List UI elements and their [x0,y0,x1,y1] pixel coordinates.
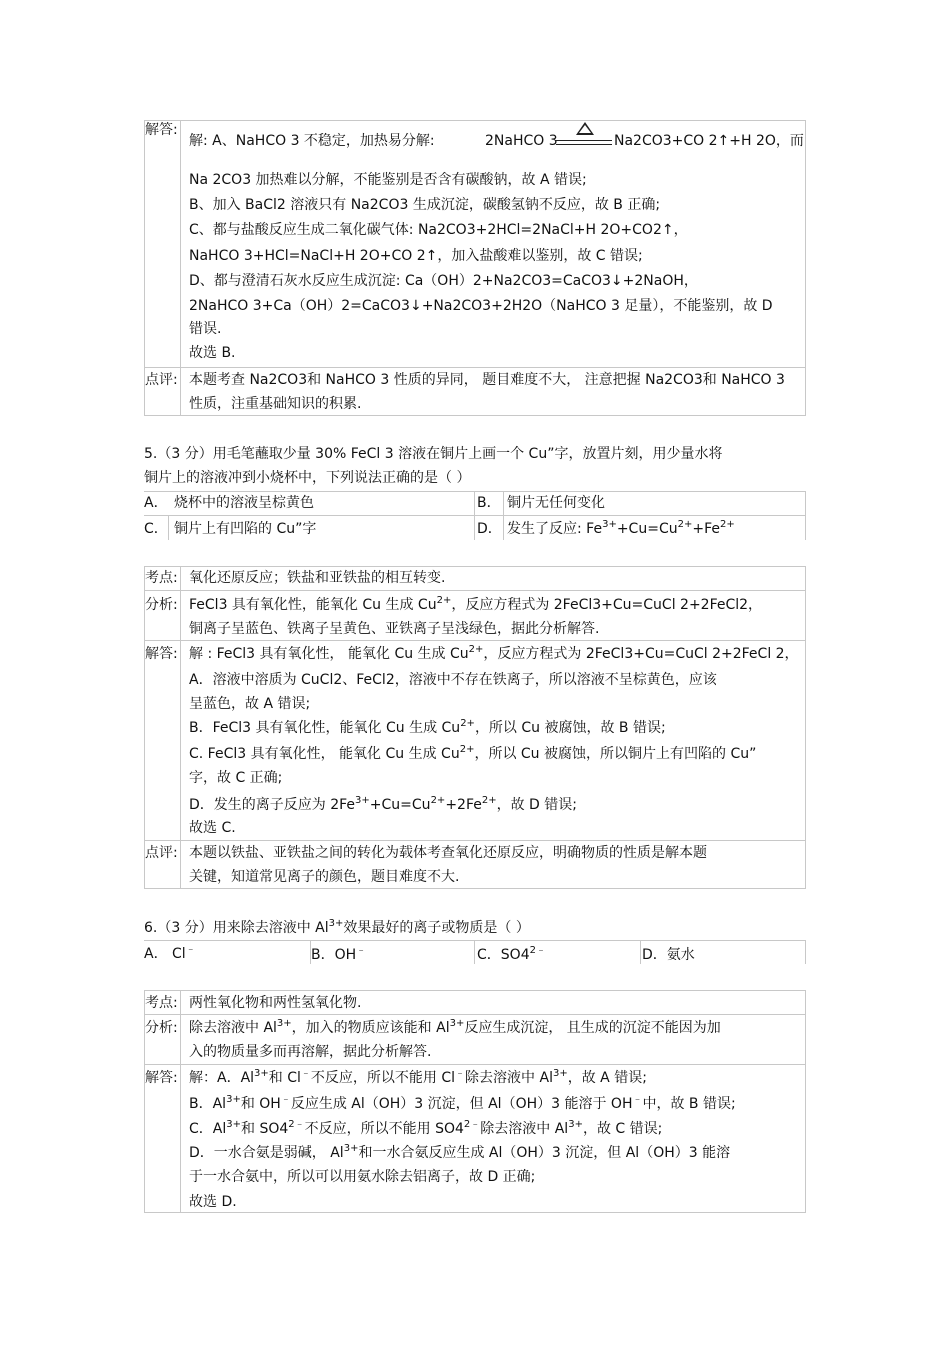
q6-answer-line-6: 故选 D. [189,1194,237,1210]
q6-options-vdiv-2 [474,940,475,964]
q5-stem-line-1: 5.（3 分）用毛笔蘸取少量 30% FeCl 3 溶液在铜片上画一个 Cu”字，放置片刻，用少量水将 [144,446,723,462]
q5-options-vdiv-2 [503,491,504,540]
q5-option-a-key: A． [144,495,168,511]
q5-option-c: 铜片上有凹陷的 Cu”字 [174,521,317,537]
q5-option-b-key: B． [477,495,501,511]
q4-answer-label: 解答: [145,122,178,138]
q6-stem: 6.（3 分）用来除去溶液中 $Al^{3+}$效果最好的离子或物质是（ ） [144,918,530,936]
q6-answer-label: 解答: [145,1070,178,1086]
q5-answer-line-3: 呈蓝色，故 A 错误; [189,696,311,712]
q5-options-top [144,491,806,492]
q6-answer-line-5: 于一水合氨中，所以可以用氨水除去铝离子，故 D 正确; [189,1169,536,1185]
q5-point-label: 考点: [145,570,178,586]
q5-answer-line-4: B．FeCl3 具有氧化性，能氧化 Cu 生成 $Cu^{2+}$，所以 Cu 被腐蚀，故 B 错误; [189,718,666,736]
q4-comment-line-1: 本题考查 Na2CO3和 NaHCO 3 性质的异同， 题目难度不大， 注意把握 Na2CO3和 NaHCO 3 [189,372,785,388]
q6-options-top [144,940,806,941]
q6-point: 两性氧化物和两性氢氧化物. [189,995,362,1011]
q5-analysis-line-2: 铜离子呈蓝色、铁离子呈黄色、亚铁离子呈浅绿色，据此分析解答. [189,621,600,637]
q6-option-a: A． Cl﹣ [144,944,196,962]
q5-sep-3 [144,840,806,841]
q5-sep-2 [144,640,806,641]
q5-comment-line-1: 本题以铁盐、亚铁盐之间的转化为载体考查氧化还原反应，明确物质的性质是解本题 [189,845,707,861]
q5-options-mid [144,515,806,516]
q4-answer-line-2: Na 2CO3 加热难以分解，不能鉴别是否含有碳酸钠，故 A 错误; [189,172,587,188]
q4-answer-line-7: 2NaHCO 3+Ca（OH）2=CaCO3↓+Na2CO3+2H2O（NaHCO 3 足量），不能鉴别，故 D [189,298,773,314]
q5-answer-line-5: C. FeCl3 具有氧化性， 能氧化 Cu 生成 $Cu^{2+}$，所以 Cu 被腐蚀，所以铜片上有凹陷的 Cu” [189,744,757,762]
q5-answer-line-6: 字，故 C 正确; [189,770,283,786]
q5-analysis-label: 分析: [145,597,178,613]
q5-option-a: 烧杯中的溶液呈棕黄色 [174,495,314,511]
q6-option-d: D．氨水 [642,947,695,963]
q6-analysis-line-1: 除去溶液中 $Al^{3+}$，加入的物质应该能和 $Al^{3+}$反应生成沉淀， 且生成的沉淀不能因为加 [189,1018,721,1036]
q6-options-vdiv-3 [640,940,641,964]
q5-option-b: 铜片无任何变化 [507,495,605,511]
q5-options-vdiv-0 [168,515,169,540]
q5-answer-line-8: 故选 C. [189,820,236,836]
q5-option-c-key: C． [144,521,168,537]
q6-option-b: B．OH﹣ [311,945,367,963]
q6-point-label: 考点: [145,995,178,1011]
q6-sep-2 [144,1064,806,1065]
q6-analysis-line-2: 入的物质量多而再溶解，据此分析解答. [189,1044,432,1060]
q5-option-d: 发生了反应: $Fe^{3+}+Cu=Cu^{2+}+Fe^{2+}$ [507,519,735,537]
q5-options-right [805,491,806,540]
q6-answer-line-1: 解：A．$Al^{3+}$和 Cl﹣不反应，所以不能用 Cl﹣除去溶液中 $Al^{3+}$，故 A 错误; [189,1068,647,1086]
q4-answer-line-4: C、都与盐酸反应生成二氧化碳气体: Na2CO3+2HCl=2NaCl+H 2O+CO2↑， [189,222,688,238]
q5-answer-line-2: A．溶液中溶质为 CuCl2、FeCl2，溶液中不存在铁离子，所以溶液不呈棕黄色，应该 [189,672,717,688]
q4-comment-label: 点评: [145,372,178,388]
equals-line-icon [556,140,612,145]
q6-answer-line-4: D．一水合氨是弱碱， $Al^{3+}$和一水合氨反应生成 Al（OH）3 沉淀，但 Al（OH）3 能溶 [189,1143,731,1161]
q5-option-d-key: D． [477,521,502,537]
q4-answer-line-6: D、都与澄清石灰水反应生成沉淀: Ca（OH）2+Na2CO3=CaCO3↓+2NaOH， [189,273,698,289]
q4-comment-separator [144,367,806,368]
q4-answer-line-1c: Na2CO3+CO 2↑+H 2O，而 [614,133,804,149]
q5-comment-line-2: 关键，知道常见离子的颜色，题目难度不大. [189,869,460,885]
q6-option-c: C．$SO4^{2﹣}$ [477,945,546,963]
q4-divider [180,120,181,416]
q4-answer-line-1a: 解: A、NaHCO 3 不稳定，加热易分解: [189,133,435,149]
q5-answer-label: 解答: [145,646,178,662]
q5-answer-line-7: D．发生的离子反应为 $2Fe^{3+}+Cu=Cu^{2+}+2Fe^{2+}$，故 D 错误; [189,795,578,813]
q6-divider [180,990,181,1213]
q6-answer-line-2: B．$Al^{3+}$和 OH﹣反应生成 Al（OH）3 沉淀，但 Al（OH）3 能溶于 OH﹣中，故 B 错误; [189,1094,736,1112]
q4-answer-line-3: B、加入 BaCl2 溶液只有 Na2CO3 生成沉淀，碳酸氢钠不反应，故 B 正确; [189,197,661,213]
heat-triangle-icon [576,122,594,135]
q5-comment-label: 点评: [145,845,178,861]
q5-analysis-line-1: FeCl3 具有氧化性，能氧化 Cu 生成 $Cu^{2+}$，反应方程式为 2FeCl3+Cu=CuCl 2+2FeCl2， [189,595,763,613]
q6-answer-line-3: C．$Al^{3+}$和 $SO4^{2﹣}$不反应，所以不能用 $SO4^{2﹣}$除去溶液中 $Al^{3+}$，故 C 错误; [189,1119,663,1137]
q5-answer-line-1: 解 : FeCl3 具有氧化性， 能氧化 Cu 生成 $Cu^{2+}$，反应方程式为 2FeCl3+Cu=CuCl 2+2FeCl 2， [189,644,799,662]
q4-answer-line-1b: 2NaHCO 3 [485,133,558,149]
q4-comment-line-2: 性质，注重基础知识的积累. [189,396,362,412]
q5-stem-line-2: 铜片上的溶液冲到小烧杯中，下列说法正确的是（ ） [144,470,471,486]
q6-analysis-label: 分析: [145,1020,178,1036]
q4-answer-line-8: 错误. [189,321,222,337]
q6-sep-1 [144,1014,806,1015]
q5-options-vdiv-1 [474,491,475,540]
q5-sep-1 [144,590,806,591]
q4-answer-line-5: NaHCO 3+HCl=NaCl+H 2O+CO 2↑，加入盐酸难以鉴别，故 C 错误; [189,248,643,264]
q4-answer-line-9: 故选 B. [189,345,236,361]
q6-options-right [805,940,806,964]
q5-point: 氧化还原反应；铁盐和亚铁盐的相互转变. [189,570,446,586]
